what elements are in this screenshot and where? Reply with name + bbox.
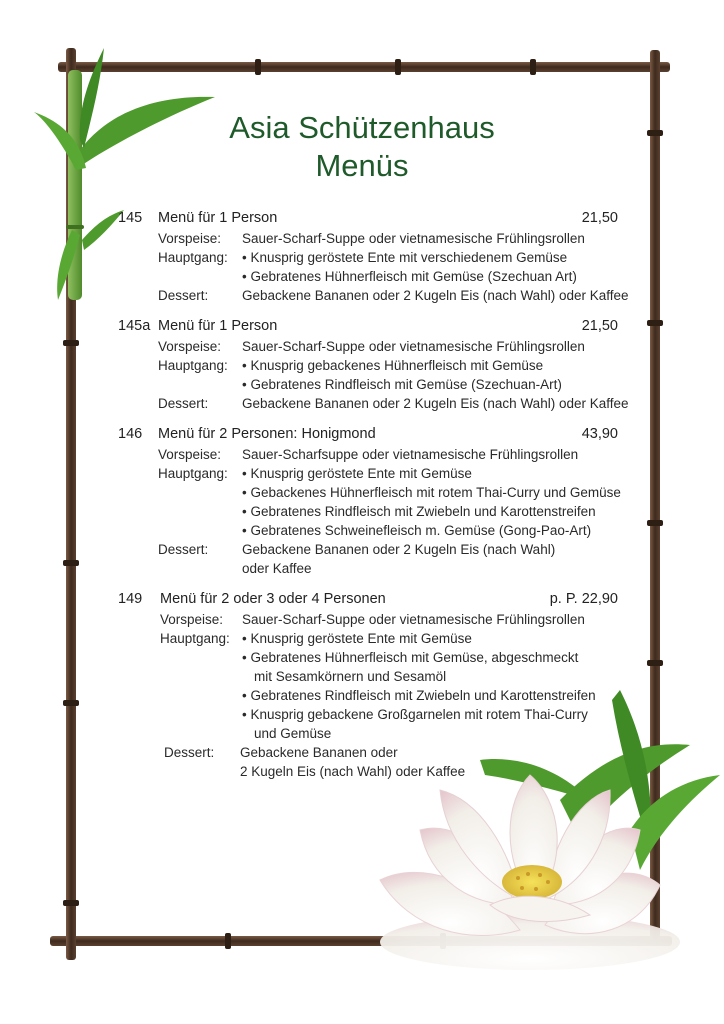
menu-number: 145a xyxy=(118,318,151,334)
course-label: Dessert: xyxy=(158,396,209,411)
dish-text: • Knusprig gebackenes Hühnerfleisch mit Gemüse xyxy=(242,358,544,373)
restaurant-name: Asia Schützenhaus xyxy=(229,110,495,145)
dish-text: • Knusprig geröstete Ente mit verschiedenem Gemüse xyxy=(242,250,568,265)
menu-item xyxy=(118,424,621,578)
page-title: Menüs xyxy=(315,148,409,183)
menu-item xyxy=(118,589,618,781)
course-label: Vorspeise: xyxy=(160,612,224,627)
menu-number: 149 xyxy=(118,591,143,607)
course-label: Hauptgang: xyxy=(158,358,228,373)
dish-text: • Gebratenes Hühnerfleisch mit Gemüse (Szechuan Art) xyxy=(242,269,577,284)
menu-number: 146 xyxy=(118,426,143,442)
dish-text: und Gemüse xyxy=(254,726,332,741)
menu-name: Menü für 1 Person xyxy=(158,210,278,226)
dish-text: Sauer-Scharf-Suppe oder vietnamesische Frühlingsrollen xyxy=(242,339,585,354)
dish-text: Sauer-Scharfsuppe oder vietnamesische Frühlingsrollen xyxy=(242,447,579,462)
dish-text: • Gebratenes Hühnerfleisch mit Gemüse, abgeschmeckt xyxy=(242,650,579,665)
dish-text: oder Kaffee xyxy=(242,561,312,576)
dish-text: Sauer-Scharf-Suppe oder vietnamesische Frühlingsrollen xyxy=(242,612,585,627)
dish-text: mit Sesamkörnern und Sesamöl xyxy=(254,669,447,684)
menu-number: 145 xyxy=(118,210,143,226)
dish-text: Gebackene Bananen oder 2 Kugeln Eis (nach Wahl) oder Kaffee xyxy=(242,396,629,411)
course-label: Vorspeise: xyxy=(158,231,222,246)
dish-text: • Gebratenes Schweinefleisch m. Gemüse (Gong-Pao-Art) xyxy=(242,523,592,538)
menu-price: 43,90 xyxy=(581,426,618,442)
menu-price: 21,50 xyxy=(581,318,618,334)
dish-text: • Gebratenes Rindfleisch mit Zwiebeln und Karottenstreifen xyxy=(242,688,596,703)
dish-text: Gebackene Bananen oder xyxy=(240,745,398,760)
menu-name: Menü für 1 Person xyxy=(158,318,278,334)
dish-text: • Gebratenes Rindfleisch mit Gemüse (Szechuan-Art) xyxy=(242,377,562,392)
menu-name: Menü für 2 Personen: Honigmond xyxy=(158,426,376,442)
course-label: Hauptgang: xyxy=(158,466,228,481)
menu-name: Menü für 2 oder 3 oder 4 Personen xyxy=(160,591,386,607)
dish-text: 2 Kugeln Eis (nach Wahl) oder Kaffee xyxy=(240,764,466,779)
dish-text: • Knusprig geröstete Ente mit Gemüse xyxy=(242,631,472,646)
dish-text: • Gebratenes Rindfleisch mit Zwiebeln und Karottenstreifen xyxy=(242,504,596,519)
course-label: Hauptgang: xyxy=(160,631,230,646)
dish-text: Gebackene Bananen oder 2 Kugeln Eis (nach Wahl) oder Kaffee xyxy=(242,288,629,303)
course-label: Hauptgang: xyxy=(158,250,228,265)
dish-text: • Knusprig geröstete Ente mit Gemüse xyxy=(242,466,472,481)
menu-price: 21,50 xyxy=(581,210,618,226)
course-label: Vorspeise: xyxy=(158,447,222,462)
course-label: Dessert: xyxy=(158,288,209,303)
dish-text: Sauer-Scharf-Suppe oder vietnamesische Frühlingsrollen xyxy=(242,231,585,246)
dish-text: • Knusprig gebackene Großgarnelen mit rotem Thai-Curry xyxy=(242,707,588,722)
dish-text: Gebackene Bananen oder 2 Kugeln Eis (nach Wahl) xyxy=(242,542,556,557)
menu-item xyxy=(118,316,629,413)
course-label: Vorspeise: xyxy=(158,339,222,354)
dish-text: • Gebackenes Hühnerfleisch mit rotem Thai-Curry und Gemüse xyxy=(242,485,621,500)
menu-price: p. P. 22,90 xyxy=(549,591,618,607)
course-label: Dessert: xyxy=(158,542,209,557)
course-label: Dessert: xyxy=(164,745,215,760)
menu-item xyxy=(118,208,629,305)
